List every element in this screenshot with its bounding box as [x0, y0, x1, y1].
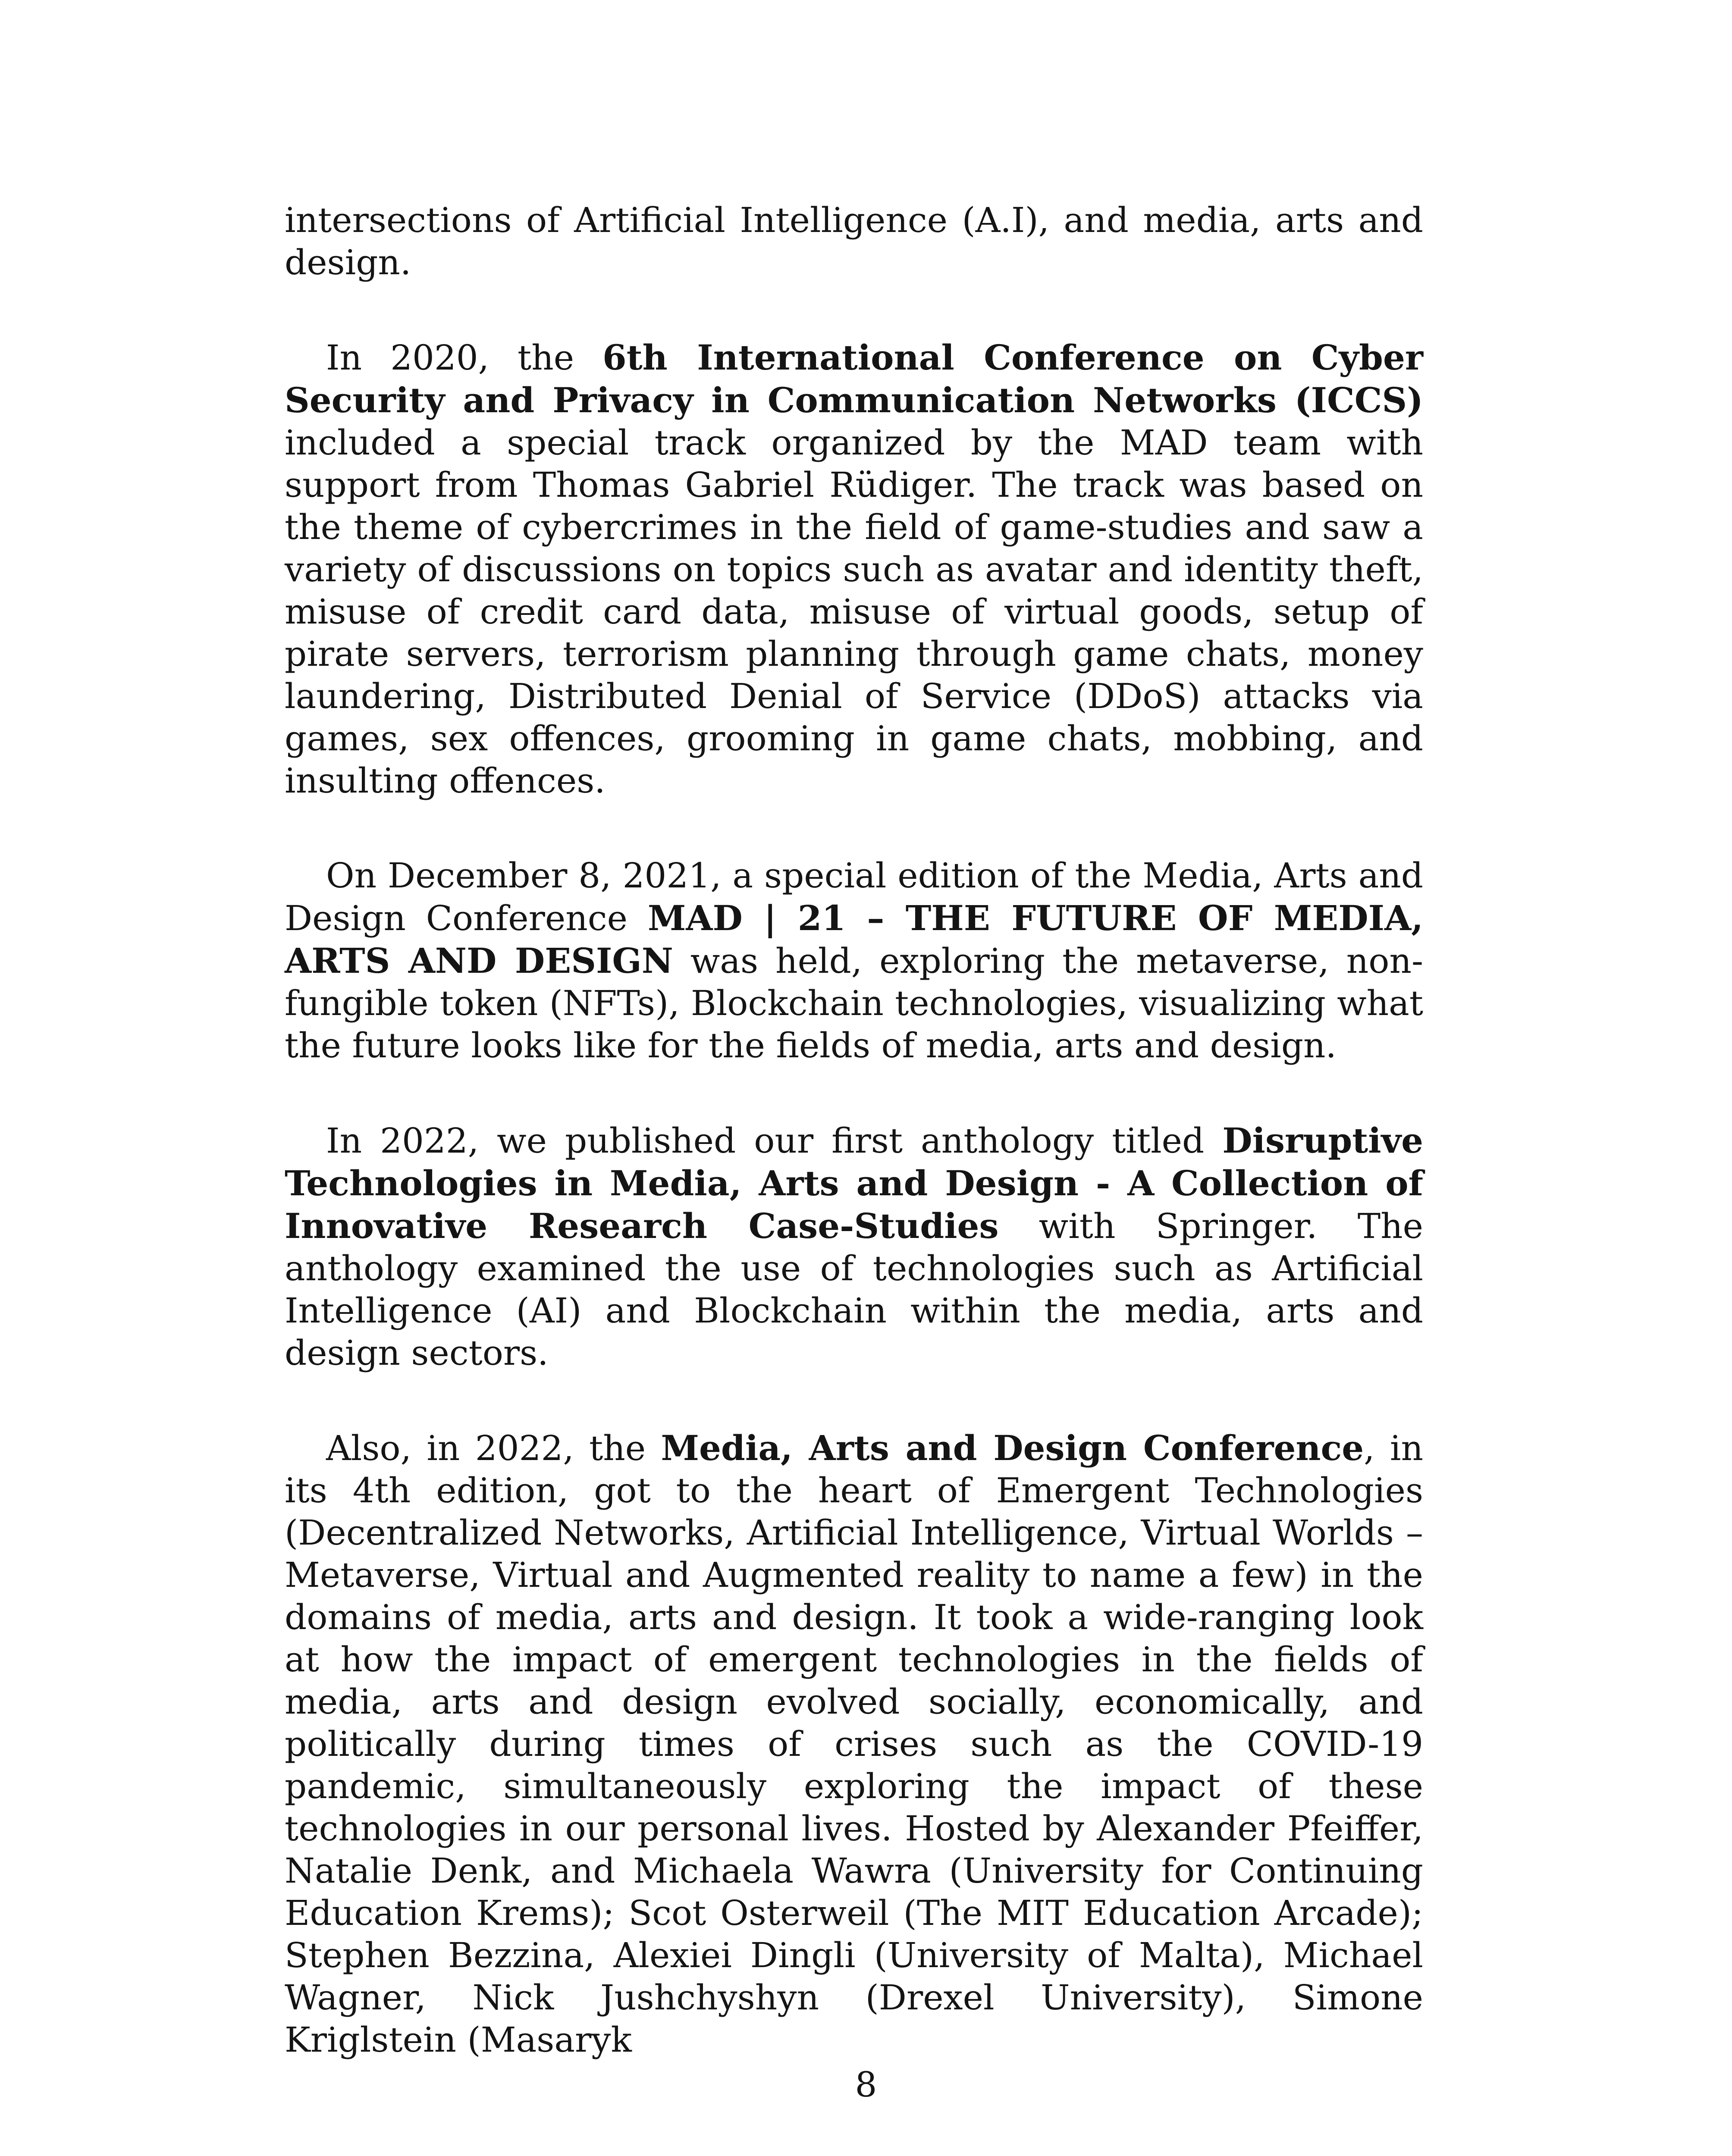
paragraph-5-lead: Also, in 2022, the: [326, 1428, 661, 1468]
paragraph-3: [285, 855, 1423, 1067]
paragraph-1-text: intersections of Artificial Intelligence (A.I), and media, arts and design.: [285, 200, 1423, 282]
paragraph-2-body: included a special track organized by the MAD team with support from Thomas Gabriel Rüdiger. The track was based on the theme of cybercrimes in the field of game-studies and saw a variety of discussions on topics such as avatar and identity theft, misuse of credit card data, misuse of virtual goods, setup of pirate servers, terrorism planning through game chats, money laundering, Distributed Denial of Service (DDoS) attacks via games, sex offences, grooming in game chats, mobbing, and insulting offences.: [285, 423, 1423, 801]
paragraph-3-lead: On December 8, 2021, a special edition of the Media, Arts and Design Conference: [285, 856, 1423, 938]
paragraph-2: [285, 336, 1423, 802]
page-number: 8: [855, 2065, 877, 2105]
paragraph-4-bold-title: Disruptive Technologies in Media, Arts and Design - A Collection of Innovative Research Case-Studies: [285, 1120, 1423, 1246]
paragraph-4-lead: In 2022, we published our first anthology titled: [326, 1121, 1223, 1161]
paragraph-4: [285, 1119, 1423, 1374]
paragraph-5: [285, 1427, 1423, 2061]
body-text: [285, 199, 1423, 2114]
paragraph-3-bold-title: MAD | 21 – THE FUTURE OF MEDIA, ARTS AND DESIGN: [285, 898, 1423, 981]
paragraph-4-body: with Springer. The anthology examined the use of technologies such as Artificial Intelligence (AI) and Blockchain within the media, arts and design sectors.: [285, 1206, 1423, 1373]
paragraph-1: [285, 199, 1423, 284]
paragraph-3-body: was held, exploring the metaverse, non-fungible token (NFTs), Blockchain technologies, visualizing what the future looks like for the fields of media, arts and design.: [285, 941, 1424, 1065]
paragraph-5-bold-title: Media, Arts and Design Conference: [661, 1428, 1364, 1468]
paragraph-2-bold-title: 6th International Conference on Cyber Security and Privacy in Communication Networks (ICCS): [285, 337, 1424, 420]
paragraph-2-lead: In 2020, the: [326, 338, 603, 378]
paragraph-5-body: , in its 4th edition, got to the heart of Emergent Technologies (Decentralized Networks, Artificial Intelligence, Virtual Worlds – Metaverse, Virtual and Augmented reality to name a few) in the domains of media, arts and design. It took a wide-ranging look at how the impact of emergent technologies in the fields of media, arts and design evolved socially, economically, and politically during times of crises such as the COVID-19 pandemic, simultaneously exploring the impact of these technologies in our personal lives. Hosted by Alexander Pfeiffer, Natalie Denk, and Michaela Wawra (University for Continuing Education Krems); Scot Osterweil (The MIT Education Arcade); Stephen Bezzina, Alexiei Dingli (University of Malta), Michael Wagner, Nick Jushchyshyn (Drexel University), Simone Kriglstein (Masaryk: [285, 1428, 1424, 2060]
